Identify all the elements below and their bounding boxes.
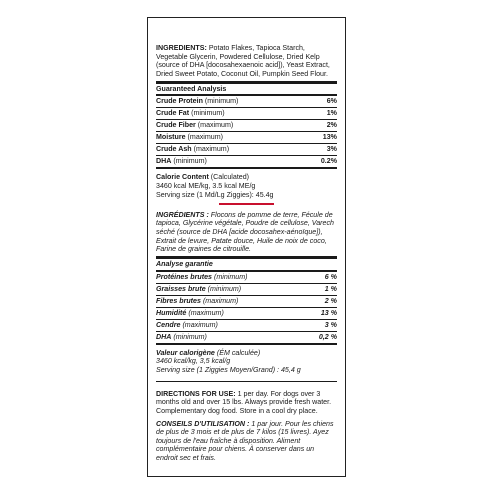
- analysis-name: Crude Fiber: [156, 121, 196, 130]
- table-row: [156, 331, 337, 343]
- analysis-qualifier: (maximum): [187, 133, 224, 142]
- table-row: [156, 96, 337, 108]
- table-row: [156, 156, 337, 168]
- analysis-value: 2 %: [307, 295, 337, 307]
- analysis-qualifier: (minimum): [173, 157, 207, 166]
- table-row: [156, 108, 337, 120]
- directions-fr: [156, 420, 337, 463]
- analysis-name: Protéines brutes: [156, 272, 212, 281]
- calorie-value: 3460 kcal/kg, 3,5 kcal/g: [156, 357, 231, 366]
- calorie-content-en: [156, 173, 337, 199]
- ingredients-fr: [156, 211, 337, 254]
- analysis-value: 3%: [307, 144, 337, 156]
- nutrition-label-panel: [147, 17, 346, 477]
- analysis-name: Humidité: [156, 308, 187, 317]
- analysis-en-title: Guaranteed Analysis: [156, 84, 227, 93]
- table-row: [156, 120, 337, 132]
- analysis-qualifier: (minimum): [213, 272, 248, 281]
- serving-size: Serving size (1 Md/Lg Ziggies): 45.4g: [156, 190, 274, 199]
- analysis-value: 1 %: [307, 283, 337, 295]
- directions-en-label: DIRECTIONS FOR USE:: [156, 389, 236, 398]
- table-row: [156, 272, 337, 284]
- analysis-fr-title: Analyse garantie: [156, 259, 213, 268]
- calorie-value: 3460 kcal ME/kg, 3.5 kcal ME/g: [156, 181, 256, 190]
- table-row: [156, 132, 337, 144]
- analysis-name: Moisture: [156, 133, 186, 142]
- directions-fr-label: CONSEILS D'UTILISATION :: [156, 419, 250, 428]
- calorie-label: Calorie Content: [156, 173, 209, 182]
- section-divider: [156, 381, 337, 382]
- table-row: [156, 144, 337, 156]
- analysis-name: Crude Fat: [156, 109, 190, 118]
- table-row: [156, 295, 337, 307]
- analysis-value: 0.2%: [320, 157, 337, 166]
- analysis-value: 6%: [307, 96, 337, 108]
- analysis-qualifier: (maximum): [197, 121, 234, 130]
- analysis-value: 2%: [307, 120, 337, 132]
- directions-fr-text: 1 par jour. Pour les chiens de plus de 3 mois et de plus de 7 kilos (15 livres). Ayez toujours de l'eau fraîche à disposition. Aliment complémentaire pour chiens. À conserver dans un endroit sec et frais.: [156, 419, 334, 463]
- analysis-qualifier: (maximum): [182, 320, 218, 329]
- ingredients-en: [156, 44, 337, 79]
- calorie-content-fr: [156, 349, 337, 375]
- analysis-qualifier: (minimum): [207, 284, 242, 293]
- table-row: [156, 307, 337, 319]
- ingredients-fr-text: Flocons de pomme de terre, Fécule de tapioca, Glycérine végétale, Poudre de cellulose, Varech séché (source de DHA [acide docosahex-aénoïque]), Extrait de levure, Patate douce, Huile de noix de coco, Farine de graines de citrouille.: [156, 210, 334, 254]
- analysis-name: DHA: [156, 332, 172, 341]
- analysis-name: Crude Protein: [156, 97, 203, 106]
- analysis-value: 1%: [307, 108, 337, 120]
- analysis-qualifier: (minimum): [191, 109, 225, 118]
- analysis-qualifier: (maximum): [188, 308, 224, 317]
- analysis-name: Crude Ash: [156, 145, 192, 154]
- analysis-value: 13%: [307, 132, 337, 144]
- calorie-qualifier: (Calculated): [210, 173, 250, 182]
- analysis-fr-table: [156, 272, 337, 343]
- analysis-qualifier: (minimum): [204, 97, 239, 106]
- section-divider: [156, 167, 337, 169]
- directions-en-text: 1 per day. For dogs over 3 months old and over 15 lbs. Always provide fresh water. Complementary dog food. Store in a cool dry place.: [156, 389, 332, 415]
- analysis-en-table: [156, 96, 337, 167]
- red-accent-line: [219, 203, 274, 205]
- analysis-value: 13 %: [307, 307, 337, 319]
- table-row: [156, 319, 337, 331]
- analysis-value: 0,2 %: [318, 332, 337, 341]
- analysis-name: Fibres brutes: [156, 296, 201, 305]
- analysis-qualifier: (maximum): [202, 296, 239, 305]
- analysis-name: Cendre: [156, 320, 181, 329]
- ingredients-en-label: INGREDIENTS:: [156, 44, 207, 52]
- directions-en: [156, 390, 337, 416]
- analysis-name: Graisses brute: [156, 284, 206, 293]
- ingredients-en-text: Potato Flakes, Tapioca Starch, Vegetable Glycerin, Powdered Cellulose, Dried Kelp (source of DHA [docosahexaenoic acid]), Yeast Extract, Dried Sweet Potato, Coconut Oil, Pumpkin Seed Flour.: [156, 44, 330, 78]
- calorie-qualifier: (ÉM calculée): [216, 348, 261, 357]
- table-row: [156, 283, 337, 295]
- ingredients-fr-label: INGRÉDIENTS :: [156, 210, 209, 219]
- analysis-value: 3 %: [307, 319, 337, 331]
- serving-size: Serving size (1 Ziggies Moyen/Grand) : 45,4 g: [156, 365, 301, 374]
- calorie-label: Valeur calorigène: [156, 348, 215, 357]
- section-divider: [156, 343, 337, 345]
- analysis-qualifier: (minimum): [173, 332, 207, 341]
- analysis-name: DHA: [156, 157, 172, 166]
- analysis-qualifier: (maximum): [193, 145, 230, 154]
- analysis-value: 6 %: [307, 272, 337, 284]
